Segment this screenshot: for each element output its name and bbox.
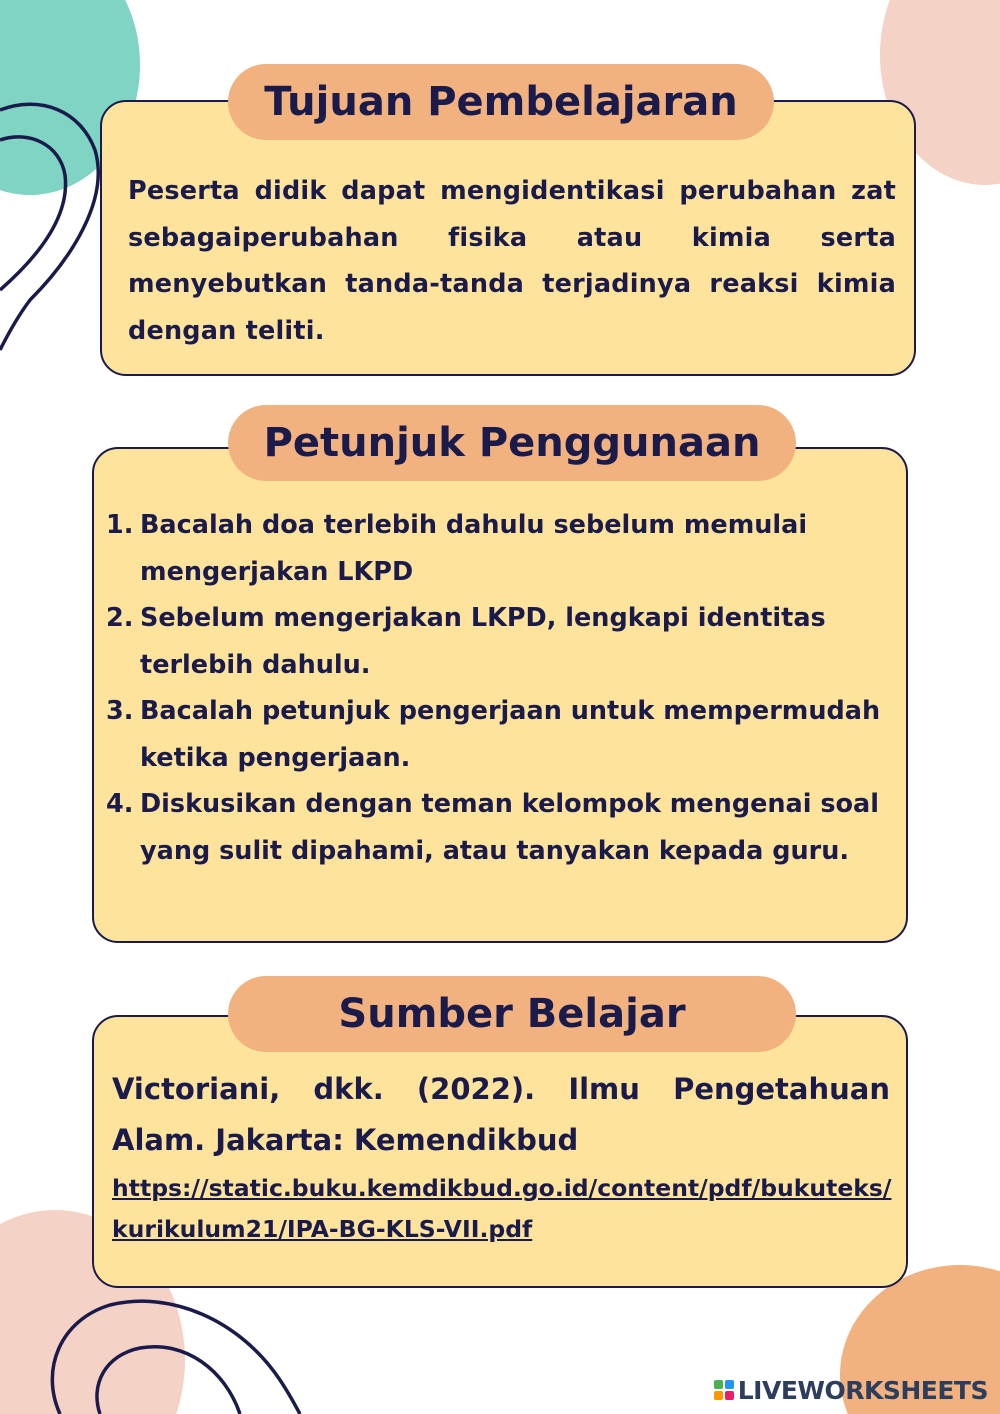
source-link[interactable]: https://static.buku.kemdikbud.go.id/content/pdf/bukuteks/kurikulum21/IPA-BG-KLS-VII.pdf: [112, 1174, 892, 1243]
instruction-text: Bacalah doa terlebih dahulu sebelum memulai mengerjakan LKPD: [140, 510, 808, 587]
liveworksheets-logo-icon: [714, 1380, 734, 1400]
instruction-item: [106, 502, 902, 595]
sources-title: Sumber Belajar: [228, 976, 796, 1052]
instruction-text: Diskusikan dengan teman kelompok mengenai soal yang sulit dipahami, atau tanyakan kepada guru.: [140, 789, 880, 866]
liveworksheets-logo: [714, 1372, 988, 1408]
instructions-title: Petunjuk Penggunaan: [228, 405, 796, 481]
instruction-item: [106, 595, 902, 688]
instruction-number: 2.: [106, 603, 134, 633]
source-citation: Victoriani, dkk. (2022). Ilmu Pengetahuan Alam. Jakarta: Kemendikbud: [112, 1072, 890, 1157]
instruction-number: 4.: [106, 789, 134, 819]
instruction-number: 1.: [106, 510, 134, 540]
objective-title: Tujuan Pembelajaran: [228, 64, 774, 140]
instruction-text: Bacalah petunjuk pengerjaan untuk mempermudah ketika pengerjaan.: [140, 696, 881, 773]
instructions-list: [106, 502, 902, 874]
objective-text: Peserta didik dapat mengidentikasi perubahan zat sebagaiperubahan fisika atau kimia serta menyebutkan tanda-tanda terjadinya reaksi kimia dengan teliti.: [128, 176, 896, 346]
brand-text: LIVEWORKSHEETS: [737, 1375, 988, 1405]
instruction-item: [106, 688, 902, 781]
instruction-item: [106, 781, 902, 874]
instruction-text: Sebelum mengerjakan LKPD, lengkapi identitas terlebih dahulu.: [140, 603, 826, 680]
instruction-number: 3.: [106, 696, 134, 726]
